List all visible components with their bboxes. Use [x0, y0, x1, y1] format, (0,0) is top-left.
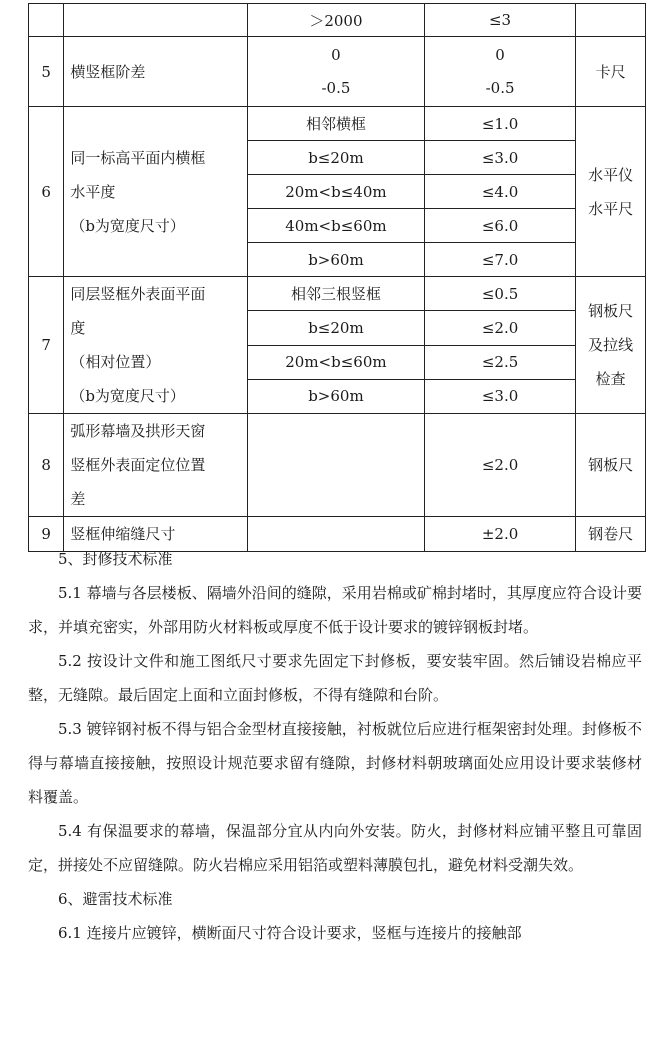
cell-item — [64, 277, 248, 414]
tool-line: 水平尺 — [588, 199, 634, 218]
cell-value: ≤6.0 — [424, 209, 576, 243]
cell-item: 竖框伸缩缝尺寸 — [64, 517, 248, 552]
tolerance-table — [28, 3, 646, 552]
table-row — [29, 107, 646, 141]
cell-condition: b≤20m — [248, 311, 425, 345]
item-line: 同一标高平面内横框 — [70, 148, 206, 167]
item-line: （b为宽度尺寸） — [70, 387, 185, 405]
cell-condition: ＞2000 — [248, 4, 425, 37]
cell-condition: b>60m — [248, 379, 425, 413]
cell-value-a — [248, 37, 425, 107]
item-line: 度 — [70, 319, 86, 337]
paragraph: 6.1 连接片应镀锌，横断面尺寸符合设计要求，竖框与连接片的接触部 — [58, 924, 522, 942]
cell-value: ≤0.5 — [424, 277, 576, 311]
cell-value: ≤3.0 — [424, 141, 576, 175]
cell-item — [64, 107, 248, 277]
paragraph: 5.1 幕墙与各层楼板、隔墙外沿间的缝隙，采用岩棉或矿棉封堵时，其厚度应符合设计要求，并填充密实，外部用防火材料板或厚度不低于设计要求的镀锌钢板封堵。 — [28, 584, 642, 636]
cell-item — [64, 414, 248, 517]
item-line: 弧形幕墙及拱形天窗 — [70, 422, 206, 440]
cell-item: 横竖框阶差 — [64, 37, 248, 107]
tool-line: 检查 — [595, 370, 626, 388]
cell-condition: b≤20m — [248, 141, 425, 175]
cell-tool — [576, 107, 646, 277]
cell-value: ≤2.5 — [424, 345, 576, 379]
table-row — [29, 4, 646, 37]
table-row — [29, 277, 646, 311]
paragraph: 5.3 镀锌钢衬板不得与铝合金型材直接接触，衬板就位后应进行框架密封处理。封修板不得与幕墙直接接触，按照设计规范要求留有缝隙，封修材料朝玻璃面处应用设计要求装修材料覆盖。 — [28, 720, 642, 806]
cell-value: ≤3 — [424, 4, 576, 37]
cell-tool: 钢板尺 — [576, 414, 646, 517]
cell-value: ≤2.0 — [424, 414, 576, 517]
cell-no: 9 — [29, 517, 64, 552]
cell-no: 7 — [29, 277, 64, 414]
section-heading: 5、封修技术标准 — [58, 550, 173, 568]
cell-no — [29, 4, 64, 37]
value-line: -0.5 — [321, 78, 351, 97]
cell-tool — [576, 4, 646, 37]
item-line: 差 — [70, 490, 86, 508]
paragraph: 5.2 按设计文件和施工图纸尺寸要求先固定下封修板，要安装牢固。然后铺设岩棉应平整，无缝隙。最后固定上面和立面封修板，不得有缝隙和台阶。 — [28, 652, 642, 704]
item-line: 水平度 — [70, 182, 116, 201]
value-line: 0 — [495, 45, 505, 64]
tool-line: 钢板尺 — [588, 302, 634, 320]
cell-value-b — [424, 37, 576, 107]
table-row — [29, 414, 646, 517]
cell-tool — [576, 277, 646, 414]
cell-value: ≤7.0 — [424, 243, 576, 277]
cell-condition — [248, 414, 425, 517]
paragraph: 5.4 有保温要求的幕墙，保温部分宜从内向外安装。防火，封修材料应铺平整且可靠固定，拼接处不应留缝隙。防火岩棉应采用铝箔或塑料薄膜包扎，避免材料受潮失效。 — [28, 822, 642, 874]
value-line: 0 — [331, 45, 341, 64]
cell-value: ≤1.0 — [424, 107, 576, 141]
item-line: （相对位置） — [70, 353, 161, 371]
cell-condition: 40m<b≤60m — [248, 209, 425, 243]
cell-condition: 相邻横框 — [248, 107, 425, 141]
cell-condition: 20m<b≤60m — [248, 345, 425, 379]
cell-tool: 卡尺 — [576, 37, 646, 107]
item-line: 同层竖框外表面平面 — [70, 285, 206, 303]
cell-value: ±2.0 — [424, 517, 576, 552]
cell-condition: 20m<b≤40m — [248, 175, 425, 209]
cell-value: ≤2.0 — [424, 311, 576, 345]
cell-value: ≤4.0 — [424, 175, 576, 209]
item-line: 竖框外表面定位位置 — [70, 456, 206, 474]
cell-no: 5 — [29, 37, 64, 107]
value-line: -0.5 — [485, 78, 515, 97]
cell-no: 8 — [29, 414, 64, 517]
tool-line: 及拉线 — [588, 336, 634, 354]
document-body — [28, 542, 642, 950]
table-row — [29, 37, 646, 107]
cell-condition: b>60m — [248, 243, 425, 277]
section-heading: 6、避雷技术标准 — [58, 890, 173, 908]
cell-condition: 相邻三根竖框 — [248, 277, 425, 311]
cell-value: ≤3.0 — [424, 379, 576, 413]
item-line: （b为宽度尺寸） — [70, 216, 185, 235]
tool-line: 水平仪 — [588, 165, 634, 184]
cell-item — [64, 4, 248, 37]
cell-no: 6 — [29, 107, 64, 277]
cell-tool: 钢卷尺 — [576, 517, 646, 552]
